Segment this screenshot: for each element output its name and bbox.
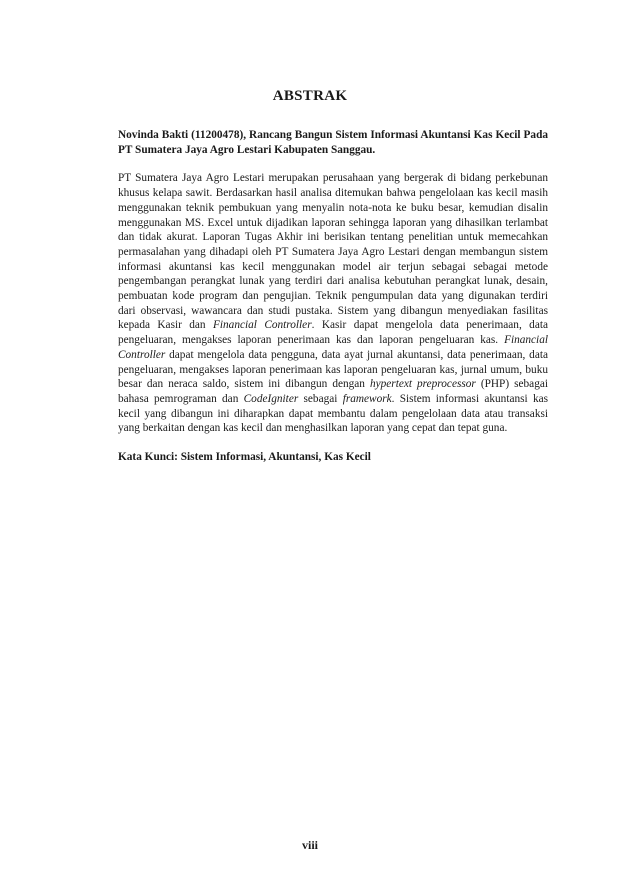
body-segment-italic: Financial Controller xyxy=(212,319,312,332)
body-segment: . Kasir dapat mengelola data penerimaan, data pengeluaran, mengakses laporan penerimaan kas dan laporan pengeluaran kas. xyxy=(118,319,548,347)
body-segment: sebagai xyxy=(298,392,343,405)
abstract-content xyxy=(118,128,548,465)
body-segment-italic: Financial Controller xyxy=(118,334,548,361)
abstract-body xyxy=(118,171,548,436)
body-segment: dapat mengelola data pengguna, data ayat jurnal akuntansi, data penerimaan, data pengeluaran, mengakses laporan penerimaan kas laporan pengeluaran kas, jurnal umum, buku besar dan neraca saldo, sistem ini dibangun dengan xyxy=(118,348,548,391)
body-segment: (PHP) sebagai bahasa pemrograman dan xyxy=(118,378,548,405)
citation-title: Rancang Bangun Sistem Informasi Akuntansi Kas Kecil Pada PT Sumatera Jaya Agro Lestari Kabupaten Sanggau. xyxy=(118,129,549,156)
keywords: Kata Kunci: Sistem Informasi, Akuntansi, Kas Kecil xyxy=(118,451,371,464)
body-segment: . Sistem informasi akuntansi kas kecil yang dibangun ini diharapkan dapat membantu dalam pengelolaan data atau transaksi yang berkaitan dengan kas kecil dan menghasilkan laporan yang cepat dan tepat guna. xyxy=(118,392,549,435)
body-segment-italic: CodeIgniter xyxy=(243,392,299,405)
page-number: viii xyxy=(301,838,318,852)
page-title: ABSTRAK xyxy=(272,88,348,104)
abstract-citation xyxy=(118,128,548,157)
body-segment-italic: hypertext preprocessor xyxy=(369,378,476,391)
body-segment-italic: framework xyxy=(342,392,392,405)
body-segment: PT Sumatera Jaya Agro Lestari merupakan perusahaan yang bergerak di bidang perkebunan khusus kelapa sawit. Berdasarkan hasil analisa ditemukan bahwa pengelolaan kas kecil masih menggunakan teknik pembukuan yang menyalin nota-nota ke buku besar, kemudian disalin menggunakan MS. Excel untuk dijadikan laporan sehingga laporan yang dihasilkan terlambat dan tidak akurat. Laporan Tugas Akhir ini berisikan tentang penelitian untuk memecahkan permasalahan yang dihadapi oleh PT Sumatera Jaya Agro Lestari dengan membangun sistem informasi akuntansi kas kecil menggunakan model air terjun sebagai sebagai metode pengembangan perangkat lunak yang terdiri dari analisa kebutuhan perangkat lunak, desain, pembuatan kode program dan pengujian. Teknik pengumpulan data yang digunakan terdiri dari observasi, wawancara dan studi pustaka. Sistem yang dibangun menyediakan fasilitas kepada Kasir dan xyxy=(118,172,548,332)
citation-author: Novinda Bakti (11200478), xyxy=(118,129,250,141)
